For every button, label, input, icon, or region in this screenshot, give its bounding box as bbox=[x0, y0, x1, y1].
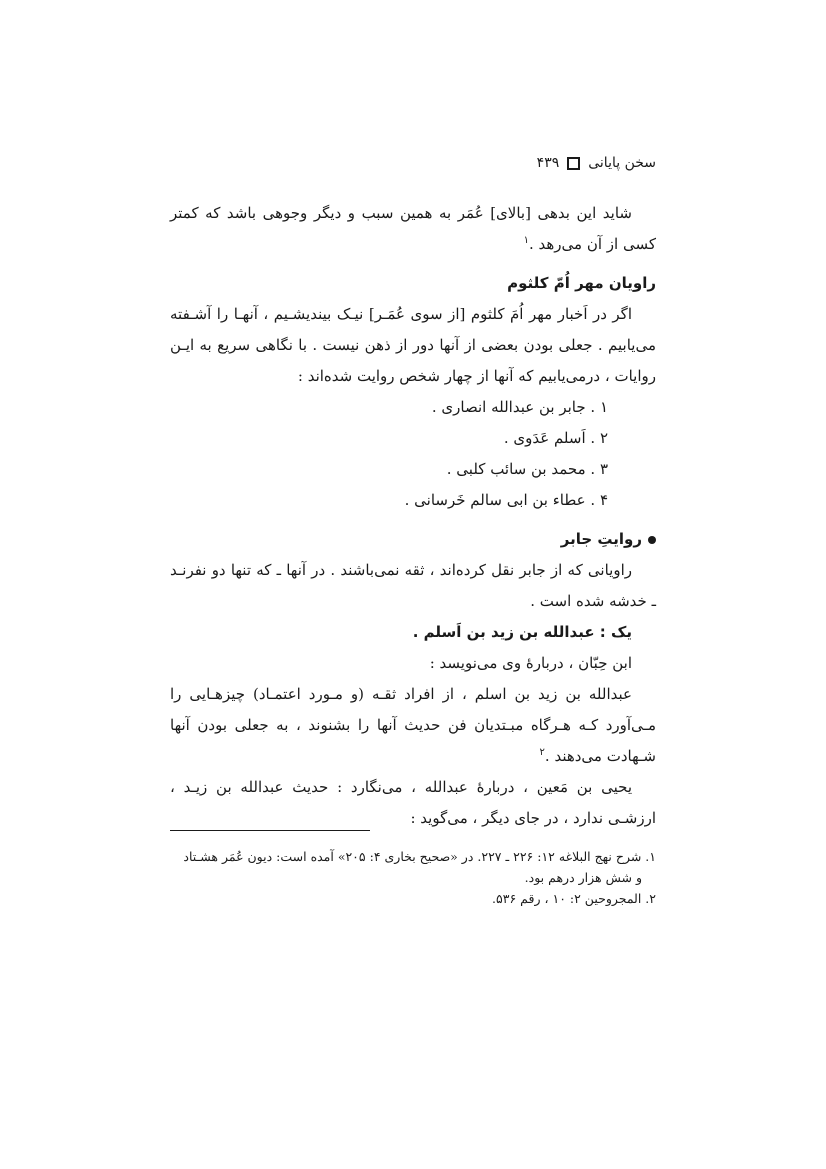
subsection-heading: یک : عبدالله بن زید بن اَسلم . bbox=[412, 623, 632, 641]
page-number: ۴۳۹ bbox=[536, 155, 560, 171]
footnote-ref-2: ۲ bbox=[539, 747, 545, 758]
jabir-paragraph: راویانی که از جابر نقل کرده‌اند ، ثقه نمی‌باشند . در آنها ـ که تنها دو نفرنـد ـ خدشه شده است . bbox=[170, 561, 656, 610]
footnote-2: ۲. المجروحین ۲: ۱۰ ، رقم ۵۳۶. bbox=[492, 891, 656, 906]
footnote-1-line-2: و شش هزار درهم بود. bbox=[524, 870, 642, 885]
footnotes bbox=[170, 846, 656, 909]
intro-paragraph bbox=[170, 198, 656, 260]
footnote-1-line-1: ۱. شرح نهج البلاغه ۱۲: ۲۲۶ ـ ۲۲۷. در «صحیح بخاری ۴: ۲۰۵» آمده است: دیون عُمَر هشـتاد bbox=[183, 849, 656, 864]
section-heading-jabir-text: روایتِ جابر bbox=[560, 530, 642, 548]
intro-text: شاید این بدهی [بالای] عُمَر به همین سبب و دیگر وجوهی باشد که کمتر کسی از آن می‌رهد . bbox=[170, 204, 656, 253]
header-title: سخن پایانی bbox=[588, 155, 656, 171]
narrators-list bbox=[170, 392, 656, 516]
section-heading-narrators: راویان مهر اُمّ کلثوم bbox=[507, 274, 656, 292]
section-heading-jabir bbox=[170, 524, 656, 555]
list-item: ۱ . جابر بن عبدالله انصاری . bbox=[431, 398, 608, 416]
square-ornament-icon bbox=[567, 157, 580, 170]
list-item: ۲ . اَسلم عَدَوی . bbox=[503, 429, 608, 447]
footnote-divider bbox=[170, 830, 370, 831]
main-text bbox=[170, 198, 656, 834]
yahya-paragraph: یحیی بن مَعین ، دربارهٔ عبدالله ، می‌نگارد : حدیث عبدالله بن زیـد ، ارزشـی ندارد ، در جای دیگر ، می‌گوید : bbox=[170, 778, 656, 827]
footnote-ref-1: ۱ bbox=[523, 235, 529, 246]
ibn-hibban-quote bbox=[170, 679, 656, 772]
running-header bbox=[537, 152, 656, 174]
ibn-hibban-quote-text: عبدالله بن زید بن اسلم ، از افراد ثقـه (و مـورد اعتمـاد) چیزهـایی را مـی‌آورد کـه هـرگاه مبـتدیان فن حدیث آنها را بشنوند ، به جعلی بودن آنها شـهادت می‌دهند . bbox=[170, 685, 656, 765]
list-item: ۴ . عطاء بن ابی سالم خَرسانی . bbox=[404, 491, 608, 509]
book-page bbox=[170, 0, 656, 1169]
narrators-paragraph: اگر در اَخبار مهر اُمَ کلثوم [از سوی عُمَـر] نیـک بیندیشـیم ، آنهـا را آشـفته می‌یابیم . جعلی بودن بعضی از آنها دور از ذهن نیست . با نگاهی سریع به ایـن روایات ، درمی‌یابیم که آنها از چهار شخص روایت شده‌اند : bbox=[170, 305, 656, 385]
ibn-hibban-intro: ابن حِبّان ، دربارهٔ وی می‌نویسد : bbox=[429, 654, 632, 672]
list-item: ۳ . محمد بن سائب کلبی . bbox=[446, 460, 608, 478]
bullet-icon bbox=[648, 536, 656, 544]
